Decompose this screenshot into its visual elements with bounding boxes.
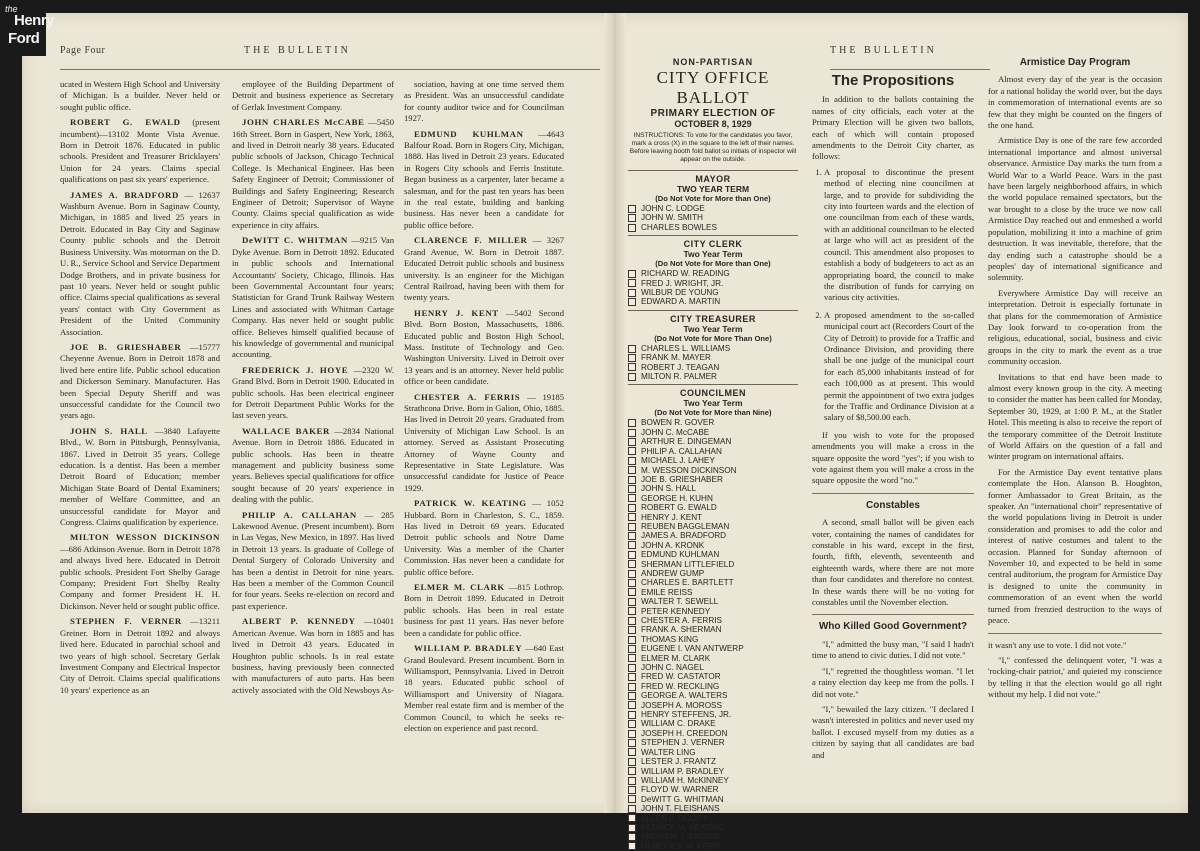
- candidate-name: ROBERT J. TEAGAN: [641, 362, 720, 372]
- ballot-candidate: [628, 644, 798, 653]
- ballot-candidate: [628, 353, 798, 362]
- who-killed-text: [812, 639, 974, 761]
- ballot-candidate: [628, 691, 798, 700]
- candidate-name: MILTON R. PALMER: [641, 372, 717, 382]
- ballot-candidate: [628, 494, 798, 503]
- ballot-office: [628, 170, 798, 232]
- candidate-name: PHILIP A. CALLAHAN: [641, 446, 722, 456]
- candidate-name: DeWITT C. WHITMAN: [242, 235, 348, 246]
- bio-text: —4643 Balfour Road. Born in Rogers City, Michigan, 1888. Has lived in Detroit 23 years. Educated in Rogers City schools and Ferris Institute. Began business as a carpenter, later became a salesman, and for the past ten years has been in the real estate, building and banking business. Has never been a candidate for public office before.: [404, 128, 564, 230]
- ballot-candidate: [628, 804, 798, 813]
- ballot-instructions: INSTRUCTIONS: To vote for the candidates you favor, mark a cross (X) in the square to the left of their names. Before leaving booth fold ballot so initials of inspector will appear on the outside.: [629, 132, 797, 163]
- vote-checkbox[interactable]: [628, 824, 636, 832]
- candidate-name: FRED W. RECKLING: [641, 681, 720, 691]
- bio-text: ucated in Western High School and University of Michigan. Is a builder. Never held or sought public office.: [60, 79, 220, 112]
- candidate-name: GEORGE A. WALTERS: [641, 691, 728, 701]
- vote-checkbox[interactable]: [628, 636, 636, 644]
- vote-checkbox[interactable]: [628, 692, 636, 700]
- bio-text: sociation, having at one time served them as President. Was an unsuccessful candidate for county auditor twice and for Councilman 1927.: [404, 79, 564, 124]
- text-paragraph: "I," regretted the thoughtless woman. "I let a rainy election day keep me from the polls. I did not vote.": [812, 665, 974, 699]
- vote-checkbox[interactable]: [628, 579, 636, 587]
- bio-text: —640 East Grand Boulevard. Present incumbent. Born in Williamsport, Pennsylvania. Lived in Detroit 18 years. Educated public school of Williamsport and University of Niagara. Member real estate firm and is member of the Common Council, to which he seeks re-election on experience and past record.: [404, 643, 564, 733]
- ballot-candidate: [628, 297, 798, 306]
- vote-checkbox[interactable]: [628, 777, 636, 785]
- ballot-candidate: [628, 288, 798, 297]
- armistice-title: Armistice Day Program: [1019, 57, 1131, 68]
- candidate-name: EDWARD A. MARTIN: [641, 297, 721, 307]
- vote-checkbox[interactable]: [628, 551, 636, 559]
- header-rule-right: [830, 69, 990, 70]
- ballot-candidate: [628, 757, 798, 766]
- candidate-name: CHESTER A. FERRIS: [414, 391, 521, 402]
- ballot-candidate: [628, 832, 798, 841]
- propositions-closing: If you wish to vote for the proposed amendments you will make a cross in the square opposite the word "yes"; if you wish to vote against them you will make a cross in the square opposite the word "no.": [812, 429, 974, 486]
- bio-text: (present incumbent)—13102 Monte Vista Avenue. Born in Detroit 1876. Educated in public schools. President and Treasurer Bricklayers' Union for 24 years. Claims special qualifications on past six years' experience.: [60, 117, 220, 185]
- vote-checkbox[interactable]: [628, 758, 636, 766]
- candidate-name: JOHN W. SMITH: [641, 213, 703, 223]
- ballot-candidate: [628, 738, 798, 747]
- candidate-name: JOE B. GRIESHABER: [70, 341, 182, 352]
- ballot-date: OCTOBER 8, 1929: [674, 119, 752, 129]
- vote-checkbox[interactable]: [628, 466, 636, 474]
- ballot-candidate: [628, 776, 798, 785]
- vote-checkbox[interactable]: [628, 654, 636, 662]
- bio-text: employee of the Building Department of Detroit and business experience as Secretary of Gerlak Investment Company.: [232, 79, 394, 112]
- bio-text: —10401 American Avenue. Was born in 1885 and has lived in Detroit 43 years. Educated in Houghton public schools. Is in real estate business, having previously been connected with manufacturers of auto parts. Has been actively associated with the Old Newsboys As-: [232, 616, 394, 695]
- vote-checkbox[interactable]: [628, 720, 636, 728]
- office-term: Two Year Term: [683, 249, 743, 260]
- divider: [812, 493, 974, 494]
- column-propositions: [812, 75, 974, 799]
- vote-checkbox[interactable]: [628, 664, 636, 672]
- vote-checkbox[interactable]: [628, 786, 636, 794]
- candidate-bio: [60, 616, 220, 696]
- bio-text: — 3267 Grand Avenue, W. Born in Detroit 1887. Educated Detroit public schools and business university. Is an engineer for the Michigan Central Railroad, having been with them for twenty years.: [404, 235, 564, 303]
- candidate-name: WALTER LING: [641, 747, 696, 757]
- vote-checkbox[interactable]: [628, 711, 636, 719]
- candidate-bio: [60, 342, 220, 422]
- vote-checkbox[interactable]: [628, 570, 636, 578]
- candidate-name: HENRY J. KENT: [641, 512, 703, 522]
- candidate-name: WILLIAM C. DRAKE: [641, 719, 716, 729]
- vote-checkbox[interactable]: [628, 673, 636, 681]
- office-title: CITY CLERK: [683, 239, 743, 250]
- candidate-name: ELMER M. CLARK: [414, 582, 505, 593]
- candidate-bio: [60, 190, 220, 338]
- ballot-candidate: [628, 814, 798, 823]
- ballot-candidate: [628, 344, 798, 353]
- bio-text: —15777 Cheyenne Avenue. Born in Detroit 1878 and lived here entire life. Public school education and Dickerson Seminary. Manufacturer. Has been Special Deputy Sheriff and was unsuccessful candidate for the Council two years ago.: [60, 341, 220, 421]
- vote-checkbox[interactable]: [628, 476, 636, 484]
- ballot-candidate: [628, 616, 798, 625]
- logo-ford: Ford: [8, 30, 40, 47]
- candidate-bio: [404, 129, 564, 232]
- candidate-name: PATRICK W. KEATING: [414, 498, 527, 509]
- candidate-bio: [404, 308, 564, 388]
- vote-checkbox[interactable]: [628, 354, 636, 362]
- vote-checkbox[interactable]: [628, 214, 636, 222]
- bio-text: —5450 16th Street. Born in Gaspert, New York, 1863, and lived in Detroit nearly 38 years. Educated public schools of Jackson, Chicago Technical College. Is Mechanical Engineer. Has been Safety Engineer of Detroit; Commissioner of Buildings and Safety Engineering; Research Engineer of Detroit; Supervisor of Wayne County. Claims special qualification as wide experience in city affairs.: [232, 117, 394, 230]
- office-term: Two Year Term: [683, 398, 743, 409]
- vote-checkbox[interactable]: [628, 739, 636, 747]
- vote-checkbox[interactable]: [628, 748, 636, 756]
- office-title: COUNCILMEN: [680, 388, 746, 399]
- candidate-name: WILBUR DE YOUNG: [641, 288, 719, 298]
- candidate-name: ROBERT G. EWALD: [641, 503, 717, 513]
- propositions-intro: In addition to the ballots containing the names of city officials, each voter at the Primary Election will be given two ballots, each of which will contain proposed amendments to the Detroit City charter, as follows:: [812, 94, 974, 162]
- candidate-bio: [60, 426, 220, 529]
- vote-checkbox[interactable]: [628, 289, 636, 297]
- candidate-name: JAMES A. BRADFORD: [641, 531, 727, 541]
- bio-text: — 19185 Strathcona Drive. Born in Galion, Ohio, 1885. Has lived in Detroit 20 years. Graduated from University of Michigan Law School. Is an attorney. Served as Assistant Prosecuting Attorney of Wayne County and Representative in State Legislature. Was unsuccessful candidate for Justice of Peace 1929.: [404, 391, 564, 493]
- page-number: Page Four: [60, 45, 106, 56]
- ballot-candidate: [628, 710, 798, 719]
- candidate-bio: [404, 582, 564, 639]
- logo-the: the: [5, 4, 18, 14]
- candidate-name: STEPHEN J. VERNER: [641, 738, 725, 748]
- office-title: MAYOR: [695, 174, 731, 184]
- bio-text: — 285 Lakewood Avenue. (Present incumbent). Born in Las Vegas, New Mexico, in 1897. Has lived in Detroit 13 years. Is graduate of College of Dental Surgery of Colorado University and has been a dentist in Detroit for nine years. Has been a member of the Common Council for four years. Seeks re-election on record and past experience.: [232, 509, 394, 611]
- candidate-bio: [404, 392, 564, 495]
- candidate-name: FLOYD W. WARNER: [641, 785, 719, 795]
- candidate-name: EUGENE I. VAN ANTWERP: [641, 644, 744, 654]
- ballot-election: PRIMARY ELECTION OF: [650, 108, 776, 119]
- candidate-name: CHARLES E. BARTLETT: [641, 578, 734, 588]
- divider: [812, 614, 974, 615]
- vote-checkbox[interactable]: [628, 485, 636, 493]
- candidate-name: FREDERICK J. HOYE: [242, 364, 349, 375]
- vote-checkbox[interactable]: [628, 795, 636, 803]
- ballot-candidate: [628, 466, 798, 475]
- candidate-name: CHESTER A. FERRIS: [641, 616, 722, 625]
- ballot-candidate: [628, 785, 798, 794]
- ballot-candidate: [628, 842, 798, 851]
- candidate-name: EDMUND KUHLMAN: [414, 128, 524, 139]
- candidate-name: MILTON WESSON DICKINSON: [70, 532, 220, 543]
- vote-checkbox[interactable]: [628, 513, 636, 521]
- candidate-name: JOHN CHARLES McCABE: [242, 117, 365, 128]
- candidate-bio: [232, 235, 394, 360]
- bio-text: — 12637 Washburn Avenue. Born in Saginaw County, Michigan, in 1885 and lived 25 years in Detroit. Educated in Bay City and Saginaw County public schools and the Detroit Business University. Was motorman on the D. U. R., Service School and Service Department Dodge Brothers, and in private business for past 10 years. Never held or sought public office. Claims special qualifications as several years' contact with City Government as President of the United Community Association.: [60, 189, 220, 337]
- bio-text: —3840 Lafayette Blvd., W. Born in Pittsburgh, Pennsylvania, 1867. Lived in Detroit 35 years. College education. Is a dentist. Has been a member Detroit Board of Education; member Michigan State Board of Dental Examiners; member of Welfare Committee, and an unsuccessful candidate for Mayor and Congress. Claims qualification by experience.: [60, 425, 220, 528]
- ballot-office: [628, 310, 798, 382]
- bulletin-spread: [22, 13, 1188, 851]
- bio-text: —686 Atkinson Avenue. Born in Detroit 1878 and always lived here. Educated in Detroit public schools. President Fort Shelby Garage Company; President Fort Shelby Realty Company and former President H. H. Dickinson. Never held or sought public office.: [60, 543, 220, 611]
- bio-text: —9215 Van Dyke Avenue. Born in Detroit 1892. Educated in public schools and International Accountants' Society, Chicago, Illinois. Has been Governmental Accountant four years; Statistician for Grand Trunk Railway Western Lines and associated with Whitman Cartage Company. Has never held or sought public office. Believes himself qualified because of his knowledge of governmental and municipal accounting.: [232, 235, 394, 360]
- city-office-ballot: [628, 57, 798, 851]
- office-title: CITY TREASURER: [670, 313, 756, 324]
- candidate-name: JOHN T. FLEISHANS: [641, 804, 720, 814]
- text-paragraph: [404, 79, 564, 125]
- text-paragraph: Armistice Day is one of the rare few accorded international importance and almost universal observance. Armistice Day marks the turn from a World War to a World Peace. Wars in the past have been largely neighborhood affairs, in which the world populace remained spectators, but the war brought to a close by the truce we now call Armistice Day reached out and enmeshed a world population, mobilizing it into a machine of grim destruction. It was inevitable, therefore, that the day ending such a catastrophe should be a peoples' day of international significance and solemnity.: [988, 135, 1162, 283]
- ballot-candidate: [628, 607, 798, 616]
- ballot-candidate: [628, 663, 798, 672]
- candidate-name: JOSEPH H. CREEDON: [641, 728, 728, 738]
- vote-checkbox[interactable]: [628, 438, 636, 446]
- vote-checkbox[interactable]: [628, 598, 636, 606]
- vote-checkbox[interactable]: [628, 701, 636, 709]
- vote-checkbox[interactable]: [628, 767, 636, 775]
- henry-ford-logo: [0, 0, 55, 56]
- candidate-name: JOHN C. NAGEL: [641, 663, 704, 673]
- text-paragraph: it wasn't any use to vote. I did not vote.": [988, 639, 1127, 650]
- ballot-candidate: [628, 503, 798, 512]
- vote-checkbox[interactable]: [628, 504, 636, 512]
- candidate-name: ALLEN P. GODEY: [641, 813, 708, 823]
- candidate-name: ARTHUR E. DINGEMAN: [641, 437, 732, 447]
- candidate-name: MURDOCK M. KERR: [641, 841, 720, 851]
- candidate-name: FRED J. WRIGHT, JR.: [641, 278, 724, 288]
- candidate-name: CHARLES L. WILLIAMS: [641, 343, 731, 353]
- candidate-name: M. WESSON DICKINSON: [641, 465, 737, 475]
- candidate-name: SHERMAN LITTLEFIELD: [641, 559, 735, 569]
- ballot-candidate: [628, 729, 798, 738]
- text-paragraph: "I," bewailed the lazy citizen. "I declared I wasn't interested in politics and never used my ballot. I excused myself from my duties as a citizen by saying that all candidates are bad and: [812, 703, 974, 760]
- divider: [988, 633, 1162, 634]
- header-rule-left: [60, 69, 600, 70]
- column-armistice: [988, 57, 1162, 797]
- candidate-name: ALBERT P. KENNEDY: [242, 616, 356, 627]
- candidate-bio: [232, 365, 394, 422]
- ballot-candidate: [628, 635, 798, 644]
- candidate-name: FRED W. CASTATOR: [641, 672, 721, 682]
- candidate-name: JOHN S. HALL: [641, 484, 697, 494]
- candidate-name: CLARENCE F. MILLER: [414, 235, 528, 246]
- who-killed-title: Who Killed Good Government?: [818, 621, 968, 633]
- armistice-text: [988, 74, 1162, 626]
- ballot-candidate: [628, 578, 798, 587]
- candidate-name: JOHN S. HALL: [70, 425, 148, 436]
- candidate-name: JOHN C. LODGE: [641, 204, 705, 213]
- vote-checkbox[interactable]: [628, 363, 636, 371]
- office-vote-note: (Do Not Vote for More than One): [655, 259, 771, 269]
- ballot-candidate: [628, 823, 798, 832]
- vote-checkbox[interactable]: [628, 279, 636, 287]
- candidate-name: PETER KENNEDY: [641, 606, 711, 616]
- column-candidates-1: [60, 79, 220, 803]
- who-killed-continued: [988, 640, 1162, 701]
- candidate-name: HENRY J. KENT: [414, 307, 499, 318]
- ballot-candidate: [628, 531, 798, 540]
- ballot-candidate: [628, 654, 798, 663]
- ballot-candidate: [628, 795, 798, 804]
- propositions-title: The Propositions: [831, 75, 955, 89]
- ballot-office: [628, 384, 798, 851]
- vote-checkbox[interactable]: [628, 523, 636, 531]
- candidate-name: WALTER T. SEWELL: [641, 597, 719, 607]
- ballot-candidate: [628, 560, 798, 569]
- candidate-name: JAMES A. BRADFORD: [70, 189, 179, 200]
- vote-checkbox[interactable]: [628, 814, 636, 822]
- ballot-candidate: [628, 372, 798, 381]
- ballot-candidate: [628, 484, 798, 493]
- vote-checkbox[interactable]: [628, 532, 636, 540]
- page-gutter: [604, 13, 626, 813]
- vote-checkbox[interactable]: [628, 457, 636, 465]
- vote-checkbox[interactable]: [628, 224, 636, 232]
- vote-checkbox[interactable]: [628, 205, 636, 213]
- office-vote-note: (Do Not Vote for More Than One): [654, 333, 772, 343]
- ballot-candidate: [628, 625, 798, 634]
- candidate-name: WILLIAM P. BRADLEY: [414, 643, 523, 654]
- candidate-name: PHILIP A. CALLAHAN: [242, 509, 357, 520]
- ballot-candidate: [628, 672, 798, 681]
- candidate-name: STEPHEN F. VERNER: [70, 616, 182, 627]
- logo-henry: Henry: [14, 12, 55, 29]
- candidate-bio: [232, 426, 394, 506]
- ballot-candidate: [628, 475, 798, 484]
- candidate-name: JOE B. GRIESHABER: [641, 474, 723, 484]
- candidate-name: JOHN A. KRONK: [641, 540, 705, 550]
- candidate-name: GEORGE H. KUHN: [641, 493, 713, 503]
- ballot-candidate: [628, 513, 798, 522]
- bio-text: —2320 W. Grand Blvd. Born in Detroit 1900. Educated in public schools. Has been electrical engineer for Detroit Department Public Works for the last seven years.: [232, 364, 394, 421]
- office-term: TWO YEAR TERM: [676, 184, 750, 194]
- ballot-candidate: [628, 569, 798, 578]
- proposition-item: 2. A proposed amendment to the so-called municipal court act (Recorders Court of the City of Detroit) to provide for a Traffic and Ordinance Division, and providing there shall be one judge of the municipal court for each 85,000 inhabitants instead of for each 100,000 as at present. This would permit the appointment of two extra judges for the Traffic and Ordinance Division at a salary of $8,500.00 each.: [824, 310, 974, 424]
- vote-checkbox[interactable]: [628, 373, 636, 381]
- ballot-candidate: [628, 213, 798, 222]
- vote-checkbox[interactable]: [628, 645, 636, 653]
- vote-checkbox[interactable]: [628, 617, 636, 625]
- vote-checkbox[interactable]: [628, 607, 636, 615]
- vote-checkbox[interactable]: [628, 298, 636, 306]
- office-vote-note: (Do Not Vote for More than Nine): [654, 408, 772, 418]
- candidate-name: FRANK M. MAYER: [641, 353, 711, 363]
- text-paragraph: "I," admitted the busy man, "I said I hadn't time to attend to civic duties. I did not vote.": [812, 638, 974, 661]
- vote-checkbox[interactable]: [628, 541, 636, 549]
- ballot-candidate: [628, 682, 798, 691]
- candidate-name: THOMAS KING: [641, 634, 699, 644]
- vote-checkbox[interactable]: [628, 683, 636, 691]
- vote-checkbox[interactable]: [628, 730, 636, 738]
- vote-checkbox[interactable]: [628, 494, 636, 502]
- office-vote-note: (Do Not Vote for More than One): [655, 194, 771, 203]
- vote-checkbox[interactable]: [628, 805, 636, 813]
- text-paragraph: [60, 79, 220, 113]
- candidate-name: WALLACE BAKER: [242, 425, 330, 436]
- ballot-offices: [628, 170, 798, 851]
- ballot-candidate: [628, 437, 798, 446]
- candidate-name: LESTER J. FRANTZ: [641, 757, 717, 767]
- candidate-name: ANDREW J. BRODIE: [641, 832, 720, 842]
- propositions-list: [812, 167, 974, 424]
- candidate-name: WILLIAM H. McKINNEY: [641, 775, 729, 785]
- running-head-right: THE BULLETIN: [830, 45, 937, 56]
- candidate-bio: [232, 510, 394, 613]
- candidate-bio: [404, 498, 564, 578]
- vote-checkbox[interactable]: [628, 626, 636, 634]
- candidate-name: ELMER M. CLARK: [641, 653, 711, 663]
- candidate-name: RICHARD W. READING: [641, 269, 730, 279]
- vote-checkbox[interactable]: [628, 270, 636, 278]
- candidate-bio: [404, 643, 564, 734]
- vote-checkbox[interactable]: [628, 842, 636, 850]
- text-paragraph: For the Armistice Day event tentative plans contemplate the Hon. Alanson B. Houghton, former Ambassador to Great Britain, as the speaker. An "international choir" representative of the world populations living in Detroit is under consideration and promises to add the color and interest of native costumes and talent to the occasion. Planned for Sunday afternoon of November 10, and expected to be held in some central auditorium, the program for Armistice Day is designed to unite the community in commemoration of an event when the world turned from frenzied destruction to the ways of peace.: [988, 466, 1162, 626]
- ballot-candidate: [628, 428, 798, 437]
- candidate-bio: [60, 532, 220, 612]
- candidate-name: MICHAEL J. LAHEY: [641, 456, 715, 466]
- proposition-item: 1. A proposal to discontinue the present method of electing nine councilmen at large, and to provide for subdividing the city into fourteen wards and the election of one councilman from each of these wards, with an additional councilman to be elected at large who will act as president of the council. This amendment also proposes to establish a body of budgeteers to act as an appropriating board, the council to make the distribution of funds for carrying on various city activities.: [824, 167, 974, 304]
- column-candidates-2: [232, 79, 394, 803]
- ballot-candidate: [628, 597, 798, 606]
- running-head-left: THE BULLETIN: [244, 45, 351, 56]
- candidate-name: REUBEN BAGGLEMAN: [641, 521, 730, 531]
- bio-text: —815 Lothrop. Born in Detroit 1899. Educated in Detroit public schools. Has been in real estate business for past 11 years. Has never before been a candidate for public office.: [404, 582, 564, 638]
- vote-checkbox[interactable]: [628, 429, 636, 437]
- candidate-name: EMILE REISS: [641, 587, 693, 597]
- bio-text: —5402 Second Blvd. Born Boston, Massachusetts, 1886. Educated public and Boston High School, Mass. Institute of Technology and Geo. Washington University. Lived in Detroit over 13 years and is an attorney. Never held public office or been candidate.: [404, 307, 564, 387]
- candidate-bio: [60, 117, 220, 185]
- ballot-title-nonpartisan: NON-PARTISAN: [672, 57, 754, 67]
- ballot-candidate: [628, 447, 798, 456]
- candidate-name: JOSEPH A. MOROSS: [641, 700, 722, 710]
- vote-checkbox[interactable]: [628, 833, 636, 841]
- ballot-title: CITY OFFICE BALLOT: [656, 68, 770, 107]
- ballot-candidate: [628, 588, 798, 597]
- bio-text: —2834 National Avenue. Born in Detroit 1886. Educated in public schools. Has been in theatre management and publicity business some years. Believes special qualifications for office sought because of 20 years' experience in dealing with the public.: [232, 425, 394, 505]
- vote-checkbox[interactable]: [628, 560, 636, 568]
- ballot-candidate: [628, 719, 798, 728]
- candidate-name: DeWITT G. WHITMAN: [641, 794, 724, 804]
- candidate-name: HENRY STEFFENS, JR.: [641, 710, 732, 720]
- ballot-candidate: [628, 279, 798, 288]
- constables-title: Constables: [866, 499, 920, 511]
- ballot-candidate: [628, 418, 798, 427]
- ballot-candidate: [628, 550, 798, 559]
- bio-text: — 1052 Hubbard. Born in Charleston, S. C., 1859. Has lived in Detroit 69 years. Educated Detroit public schools and Notre Dame University. Was a member of the Charter Commission. Has never been a candidate for public office before.: [404, 498, 564, 577]
- candidate-name: FRANK A. SHERMAN: [641, 625, 722, 635]
- text-paragraph: Almost every day of the year is the occasion for a national holiday the world over, but the days in commemoration of international events are so few that they might be counted on the fingers of the one hand.: [988, 74, 1162, 131]
- candidate-name: EDMUND KUHLMAN: [641, 550, 720, 560]
- ballot-candidate: [628, 767, 798, 776]
- candidate-bio: [232, 616, 394, 696]
- candidate-name: BOWEN R. GOVER: [641, 418, 715, 428]
- vote-checkbox[interactable]: [628, 447, 636, 455]
- ballot-candidate: [628, 456, 798, 465]
- office-term: Two Year Term: [683, 323, 743, 334]
- text-paragraph: Everywhere Armistice Day will receive an interpretation. Detroit is especially fortunate in that plans for the commemoration of Armistice Day look forward to co-operation from the religious, educational, social, business and civic groups in the city to mark the event as a true community occasion.: [988, 287, 1162, 367]
- ballot-office: [628, 235, 798, 307]
- text-paragraph: "I," confessed the delinquent voter, "I was a 'rocking-chair patriot,' and quieted my conscience by telling it that the election would go all right without my help. I did not vote.": [988, 654, 1162, 700]
- candidate-name: JOHN C. McCABE: [641, 427, 710, 437]
- ballot-candidate: [628, 541, 798, 550]
- candidate-bio: [232, 117, 394, 231]
- bio-text: —13211 Greiner. Born in Detroit 1892 and always lived here. Educated in parochial school and two years of high school. Secretary Gerlak Investment Company and Electrical Inspector City of Detroit. Claims special qualifications 10 years' experience as an: [60, 616, 220, 695]
- ballot-candidate: [628, 204, 798, 213]
- vote-checkbox[interactable]: [628, 345, 636, 353]
- candidate-name: ANDREW GUMP: [641, 568, 705, 578]
- candidate-bio: [404, 235, 564, 303]
- text-paragraph: [232, 79, 394, 113]
- candidate-name: WILLIAM P. BRADLEY: [641, 766, 725, 776]
- candidate-name: PATRICK M. KEATING: [641, 822, 725, 832]
- text-paragraph: Invitations to that end have been made to almost every known group in the city. A meeting to consider the matter has been called for Monday, September 30, 1929, at 1:00 P. M., at the Statler Hotel. This meeting is also to receive the report of the temporary committee of the Detroit Institute of World Affairs on the question of a fall and winter program on international affairs.: [988, 371, 1162, 462]
- candidate-name: ROBERT G. EWALD: [70, 117, 181, 128]
- ballot-candidate: [628, 748, 798, 757]
- candidate-name: CHARLES BOWLES: [641, 222, 717, 232]
- vote-checkbox[interactable]: [628, 419, 636, 427]
- column-candidates-3: [404, 79, 564, 803]
- vote-checkbox[interactable]: [628, 588, 636, 596]
- ballot-candidate: [628, 223, 798, 232]
- constables-text: A second, small ballot will be given each voter, containing the names of candidates for constable in his ward, except in the first, fourth, fifth, eleventh, seventeenth and eighteenth wards, where there are not more than four candidates and therefore no contest. In these wards there will be no voting for constables until the November election.: [812, 517, 974, 608]
- ballot-candidate: [628, 522, 798, 531]
- ballot-candidate: [628, 363, 798, 372]
- ballot-candidate: [628, 269, 798, 278]
- ballot-candidate: [628, 701, 798, 710]
